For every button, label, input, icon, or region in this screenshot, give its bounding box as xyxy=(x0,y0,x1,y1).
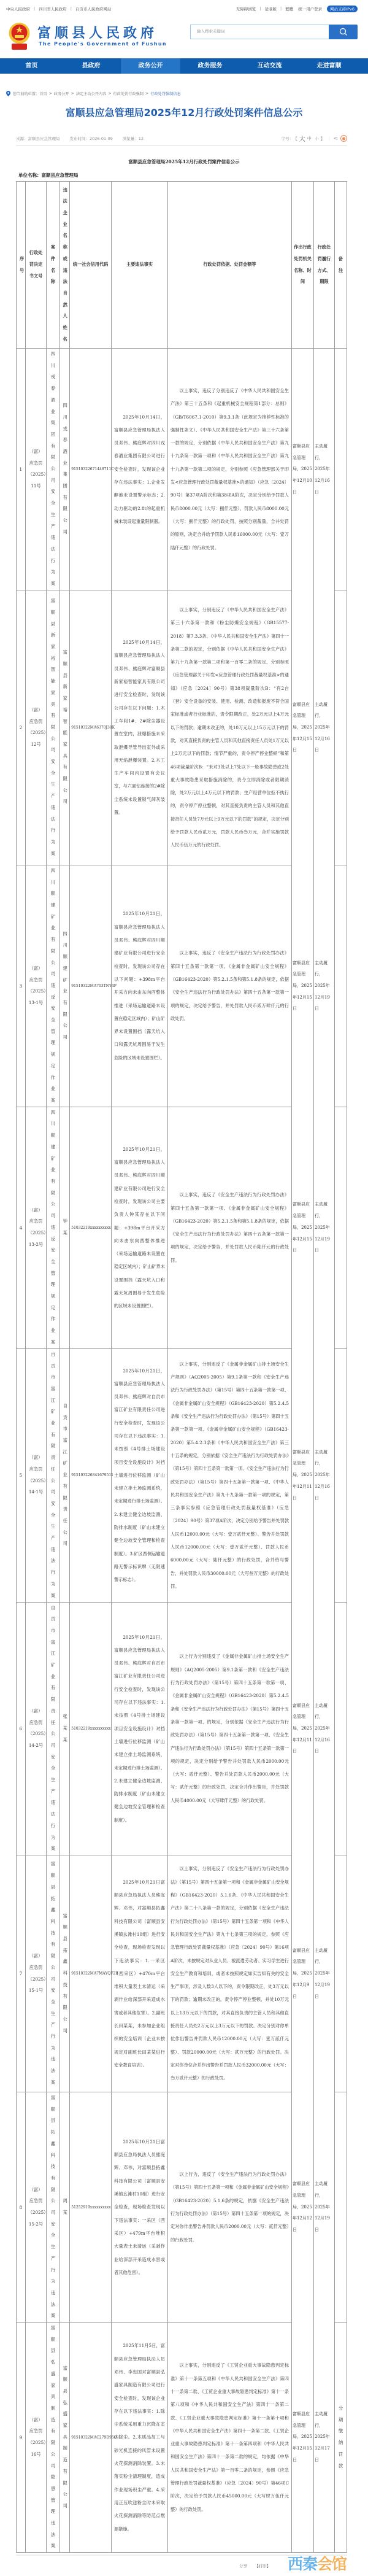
credit-code: 91510322MA6370J38K xyxy=(70,590,112,865)
penalty-basis: 以上行为，违反了《安全生产违法行为行政处罚办法》（第15号）第四十五条第一项和《金属非金属矿山安全规程》（GB16423-2020）5.1.6条的规定，依据《安全生产违法行为行政处罚办法》（第15号）第四十五条第一项的规定，决定对你作出警告并罚款人民币2000.00元（大写：贰仟元整）的行政处罚。 xyxy=(167,2092,291,2323)
header-party: 违法企业名称或违法自然人姓名 xyxy=(59,182,70,349)
header-credit-code: 统一社会信用代码 xyxy=(70,182,112,349)
decision-doc-number: （富）应急罚（2025）16号 xyxy=(25,2323,47,2553)
site-logo-subtitle: The People's Government of Fushun xyxy=(39,41,167,47)
penalty-basis: 以上事实，违反了分别违反了《中华人民共和国安全生产法》第三十五条和《起重机械安全规程第1部分：总则》（GB/T6067.1-2010）第9.3.1条（此规定为推荐性标准的强制性条文）、《中华人民共和国安全生产法》第三十六条第一款的规定，分别依据《中华人民共和国安全生产法》第九十九条第一款第一项和《中华人民共和国安全生产法》第九十九条第一款第二项的规定，分别参照《应急管理部关于印发<应急管理行政处罚裁量权基准>的通知》（应急〔2024〕90号）第37项A阶次和第38项A阶次，决定分别给予罚款人民币8000.00元（大写：捌仟元整）、罚款人民币8000.00元（大写：捌仟元整）的行政处罚，按照分别裁量，合并处罚的原则，决定合并给予罚款人民币16000.00元（大写：壹万陆仟元整）的行政处罚。 xyxy=(167,349,291,590)
site-logo-title[interactable]: 富顺县人民政府 xyxy=(37,25,158,41)
nav-interaction[interactable]: 互动交流 xyxy=(257,63,282,69)
credit-code: 91510322671448711C xyxy=(70,349,112,590)
table-row xyxy=(17,349,347,590)
breadcrumb: 您当前的位置： 首页 > 政务公开 > 法定主动公开内容 > 行政处罚行政强制 > 行政处罚强制信息 xyxy=(6,91,181,96)
nav-home[interactable]: 首页 xyxy=(25,63,38,69)
case-name: 自贡市富江矿业有限责任公司安全生产违法行为案 xyxy=(47,1348,59,1602)
nav-about-fushun[interactable]: 走进富顺 xyxy=(316,63,342,69)
case-name: 四川顺建矿业有限公司违反安全管理规定作业案 xyxy=(47,865,59,1107)
header-doc-no: 行政处罚决定书文号 xyxy=(25,182,47,349)
party-name: 四川戎春酒业集团有限公司 xyxy=(59,349,70,590)
row-number: 2 xyxy=(17,590,26,865)
credit-code: 915103226841679511 xyxy=(70,1348,112,1602)
nav-county-gov[interactable]: 县政府 xyxy=(82,63,101,69)
credit-code: 91510322MA7MAYQF2B xyxy=(70,1855,112,2092)
page-title: 富顺县应急管理局2025年12月行政处罚案件信息公示 xyxy=(65,107,303,118)
breadcrumb-gov-open[interactable]: 政务公开 xyxy=(53,92,69,96)
search-icon xyxy=(339,28,348,36)
nav-gov-affairs-open[interactable]: 政务公开 xyxy=(121,58,180,74)
performance-method: 主动履行，2025年12月16日 xyxy=(313,349,334,590)
remark xyxy=(334,865,347,1107)
header-case-name: 案件名称 xyxy=(47,182,59,349)
main-facts: 2025年10月14日，富顺县应急管理局执法人员邓伟、熊庭辉对四川戎春酒业集团有限公司进行安全检查时，发现该企业存在违法事实：1.企业发酵池未设置警示标志；2.动力驱动的2.8t的起重机械未装设起重量限制器。 xyxy=(111,349,167,590)
link-central-gov[interactable]: 中央人民政府 xyxy=(6,6,30,12)
header-no: 序号 xyxy=(17,182,26,349)
performance-method: 主动履行，2025年12月19日 xyxy=(313,2092,334,2323)
remark xyxy=(334,1602,347,1855)
authority-and-date: 富顺县应急管理局，2025年12月11日 xyxy=(291,1602,313,1855)
penalty-basis: 以上事实，分别违反了《金属非金属矿山排土场安全生产规则》（AQ2005-2005）第9.1条第一款和《安全生产违法行为行政处罚办法》（第15号）第四十五条第一款第一项、《金属非金属矿山安全规程》（GB16423-2020）第5.2.4.5条和《安全生产违法行为行政处罚办法》（第15号）第四十五条第一款第一项、《金属非金属矿山安全规程》（GB16423-2020）第5.4.2.3条和《中华人民共和国安全生产法》第三十五条的规定，分别依据《安全生产违法行为行政处罚办法》（第15号）第四十五条第一款第一项、《安全生产违法行为行政处罚办法》（第15号）第四十五条第一款第一项、《中华人民共和国安全生产法》第九十九条第一款第一项的规定，第三条事实参照《应急管理行政处罚裁量权基准》（应急〔2024〕90号）第37项A阶次，决定分别给予警告并处罚款人民币12000.00元（大写：壹万贰仟元整）、警告并处罚款人民币12000.00元（大写：壹万贰仟元整）、罚款人民币6000.00元（大写：陆仟元整）的行政处罚，合并给与警告，并处罚款人民币30000.00元（大写叁万元整）的行政处罚。 xyxy=(167,1348,291,1602)
decision-doc-number: （富）应急罚（2025）14-1号 xyxy=(25,1348,47,1602)
main-facts: 2025年11月5日，富顺县应急管理局执法人员邓伟、李忠国对富顺县弘盛家具制造有限公司进行安全检查时，发现该企业存在以下违法事实：1.除尘系统采用重力沉降在室内除尘。2.木质品加工与砂光机连接的风管未设置火花探测消除装置。3.未落实粉尘清理制度，造成作业现场积尘严重。4.采用正压吹送粉尘时未采取火花探测消除等防范点燃源措施。 xyxy=(111,2323,167,2553)
case-name: 四川戎春酒业集团有限公司安全生产违法行为案 xyxy=(47,349,59,590)
remark xyxy=(334,590,347,865)
performance-method: 主动履行，2025年12月16日 xyxy=(313,1602,334,1855)
font-size-label: 字号： xyxy=(281,136,294,141)
performance-method: 主动履行，2025年12月19日 xyxy=(313,865,334,1107)
authority-and-date: 富顺县应急管理局，2025年12月9日 xyxy=(291,1855,313,2092)
penalty-basis: 以上事实，违反了《安全生产违法行为行政处罚办法》第四十五条第一款第一项、《金属非金属矿山安全规程》（GB16423-2020）第5.2.1.5条和第5.1.8条的规定，依据《安全生产违法行为行政处罚办法》第四十五条第一款第一项的规定，决定给予警告，并处罚款人民币陆仟元的行政处罚。 xyxy=(167,1107,291,1348)
decision-doc-number: （富）应急罚（2025）11号 xyxy=(25,349,47,590)
main-nav xyxy=(0,58,368,74)
authority-and-date: 富顺县应急管理局，2025年12月12日 xyxy=(291,2092,313,2323)
decision-doc-number: （富）应急罚（2025）13-2号 xyxy=(25,1107,47,1348)
authority-and-date: 富顺县应急管理局，2025年12月10日 xyxy=(291,349,313,590)
authority-and-date: 富顺县应急管理局，2025年12月15日 xyxy=(291,1107,313,1348)
decision-doc-number: （富）应急罚（2025）15-1号 xyxy=(25,1855,47,2092)
row-number: 7 xyxy=(17,1855,26,2092)
party-name: 自贡市富江矿业有限责任公司 xyxy=(59,1348,70,1602)
remark xyxy=(334,1855,347,2092)
table-row xyxy=(17,1348,347,1602)
print-button[interactable]: 【打印】 xyxy=(255,2564,271,2569)
table-row xyxy=(17,1602,347,1855)
case-name: 四川顺建矿业有限公司违反安全管理规定作业案 xyxy=(47,1107,59,1348)
authority-and-date: 富顺县应急管理局，2025年12月15日 xyxy=(291,2323,313,2553)
table-row xyxy=(17,1107,347,1348)
font-size-medium[interactable]: 中 xyxy=(307,136,312,141)
party-name: 四川顺建矿业有限公司 xyxy=(59,865,70,1107)
credit-code: 51032219xxxxxxxxxx xyxy=(70,1602,112,1855)
penalty-basis: 以上事实，分别违反了《工贸企业重大事故隐患判定标准》第十一条第五项和《中华人民共和国安全生产法》第四十一条第二款、《工贸企业重大事故隐患判定标准》第十一条第八项和《中华人民共和国安全生产法》第四十一条第二款、《工贸企业重大事故隐患判定标准》第十一条第十项和《中华人民共和国安全生产法》第四十一条第二款、《工贸企业重大事故隐患判定标准》第十一条第四项和《中华人民共和国安全生产法》第四十一条第二款的规定，均依据《中华人民共和国安全生产法》第一百零二条的规定，参照《应急管理行政处罚裁量权基准》（应急〔2024〕90号）第46项C阶次，决定给予罚款人民币45000.00元（大写肆万伍仟元整）的行政处罚。 xyxy=(167,2323,291,2553)
remark xyxy=(334,1348,347,1602)
breadcrumb-home[interactable]: 首页 xyxy=(39,92,47,96)
table-row xyxy=(17,865,347,1107)
party-name: 张某某 xyxy=(59,1602,70,1855)
article-meta: 来源：富顺县应急管理局 发布时间：2026-01-09 浏览量：12 字号： 【 大 中 小 】 | < xyxy=(16,134,347,143)
credit-code: 91510322MA703TNY4P xyxy=(70,865,112,1107)
table-row xyxy=(17,2323,347,2553)
remark xyxy=(334,1107,347,1348)
row-number: 5 xyxy=(17,1348,26,1602)
main-facts: 2025年10月14日，富顺县应急管理局执法人员邓伟、熊庭辉对富顺县新家裕智能家具有限公司进行安全检查时，发现该公司存在以下问题：1.木工车间1#、2#除尘器设置在室内，泄爆措施未采取泄爆导管导出室外或采用无焰泄爆装置。2.木工生产车间内设置有会议室，与六面钻连接的2#除尘系统未设置锁气卸灰装置。 xyxy=(111,590,167,865)
header-performance: 行政处罚履行方式、期限 xyxy=(313,182,334,349)
case-name: 自贡市富江矿业有限责任公司安全生产违法行为案 xyxy=(47,1602,59,1855)
breadcrumb-penalty[interactable]: 行政处罚行政强制 xyxy=(113,92,144,96)
main-facts: 2025年10月21日富顺县应急局执法人员熊庭辉、邓伟，对富顺县拓鑫科技有限公司（富顺县安溪镇幺滩村10组）进行安全检查，现场检查发现以下违法事实：一采区（西采区）+479m平台堆积大量表土未清运（采剥作业给深部开采造成水害或者其他危害）。 xyxy=(111,2092,167,2323)
header-note: 备注 xyxy=(334,182,347,349)
publish-date: 发布时间：2026-01-09 xyxy=(69,136,113,141)
performance-method: 主动履行，2025年12月17日 xyxy=(313,2323,334,2553)
remark xyxy=(334,2092,347,2323)
font-size-large[interactable]: 大 xyxy=(299,136,305,143)
nav-gov-services[interactable]: 政务服务 xyxy=(197,63,223,69)
party-name: 富顺县新家裕智能家具有限公司 xyxy=(59,590,70,865)
header-authority: 作出行政处罚机关名称、时间 xyxy=(291,182,313,349)
ipv6-badge: 网站支持IPv6 xyxy=(327,6,358,12)
login-link[interactable]: 统一用户登录 xyxy=(298,6,323,12)
penalty-basis: 以上事实，分别违反了《中华人民共和国安全生产法》第三十六条第一款和《粉尘防爆安全规程》（GB15577-2018）第7.3.3条、《中华人民共和国安全生产法》第四十一条第二款的规定，分别依据《中华人民共和国安全生产法》第九十九条第一款第二项和第一百零二条的规定，分别参照《应急管理部关于印发<应急管理行政处罚裁量权基准>的通知》（应急〔2024〕90号）第38项裁量阶次B：“有2台（套）安全设备的安装、使用、检测、改造和报废不符合国家标准或者行业标准的，责令限期改正，处2万元以上4万元以下的罚款；逾期未改正的，处10万元以上15万元以下的罚款，对其直接负责的主管人员和其他直接责任人员处1万元以上2万元以下的罚款；情节严重的，责令停产停业整顿”和第46项裁量阶次B：“未对3处以上7处以下一般事故隐患或2处重大事故隐患采取措施消除的，责令立即消除或者限期消除，处2万元以上4万元以下的罚款；生产经营单位拒不执行的，责令停产停业整顿，对其直接负责的主管人员和其他直接责任人员处7万元以上9万元以下的罚款”的规定，决定分别给予罚款人民币贰万元，罚款人民币叁万元，合并实施罚款人民币伍万元的行政处罚。 xyxy=(167,590,291,865)
row-number: 1 xyxy=(17,349,26,590)
party-name: 富顺县弘盛家具制造有限公司 xyxy=(59,2323,70,2553)
watermark-part-a: 西秦 xyxy=(288,2555,318,2573)
case-name: 富顺县弘盛家具制造有限公司隐患管理违法案 xyxy=(47,2323,59,2553)
main-facts: 2025年10月21日，富顺县应急管理局执法人员邓伟、熊庭辉对自贡市富江矿业有限责任公司进行安全检查时，发现该公司存在以下违法事实：1.未按照《4号排土场建设项目安全设施设计》对挡土墙进行位移监测（矿山未建立排土场监测系统，未定期进行排土场监测）。2.未建立健全边坡监测、防排水制度（矿山未建立健全边坡安全管理和检查制度）。 xyxy=(111,1602,167,1855)
table-row xyxy=(17,590,347,865)
font-size-small[interactable]: 小 xyxy=(315,137,319,141)
case-name: 富顺县拓鑫科技有限公司安全生产行为违法案 xyxy=(47,2092,59,2323)
site-watermark xyxy=(288,2552,347,2574)
link-traditional[interactable]: 繁體 xyxy=(285,6,294,12)
meta-divider xyxy=(16,145,347,146)
main-facts: 2025年10月21日，富顺县应急管理局执法人员邓伟、熊庭辉对自贡市富江矿业有限责任公司进行安全检查时，发现该公司存在以下违法事实：1.未按照《4号排土场建设项目安全设施设计》对挡土墙进行位移监测（矿山未建立排土场监测系统，未定期进行排土场监测）。2.未建立健全边坡监测、防排水制度（矿山未建立健全边坡安全管理和检查制度）。3.矿区西侧运输道路无警示标识牌（无限速警示标志）。 xyxy=(111,1348,167,1602)
header-basis: 行政处罚依据、处罚金额等 xyxy=(167,182,291,349)
authority-and-date: 富顺县应急管理局，2025年12月15日 xyxy=(291,590,313,865)
penalty-table xyxy=(16,181,347,2553)
link-zigong-gov[interactable]: 自贡市人民政府网站 xyxy=(75,6,112,12)
party-name: 周某 xyxy=(59,2092,70,2323)
decision-doc-number: （富）应急罚（2025）13-1号 xyxy=(25,865,47,1107)
row-number: 8 xyxy=(17,2092,26,2323)
decision-doc-number: （富）应急罚（2025）15-2号 xyxy=(25,2092,47,2323)
performance-method: 主动履行，2025年12月16日 xyxy=(313,590,334,865)
row-number: 3 xyxy=(17,865,26,1107)
article-footer xyxy=(239,2563,270,2569)
performance-method: 主动履行，2025年12月19日 xyxy=(313,1107,334,1348)
article-source: 来源：富顺县应急管理局 xyxy=(16,136,60,141)
authority-and-date: 富顺县应急管理局，2025年12月11日 xyxy=(291,1348,313,1602)
row-number: 6 xyxy=(17,1602,26,1855)
penalty-basis: 以上事实，违反了《安全生产违法行为行政处罚办法》第四十五条第一款第一项、《金属非金属矿山安全规程》（GB16423-2020）第5.2.1.5条和第5.1.8条的规定，依据《安全生产违法行为行政处罚办法》第四十五条第一款第一项的规定，决定给予警告，并处罚款人民币贰万肆仟元的行政处罚。 xyxy=(167,865,291,1107)
performance-method: 主动履行，2025年12月16日 xyxy=(313,1348,334,1602)
share-button[interactable]: 分享 xyxy=(239,2564,247,2569)
breadcrumb-current[interactable]: 行政处罚强制信息 xyxy=(150,92,181,96)
table-row xyxy=(17,1855,347,2092)
credit-code: 51032219xxxxxxxxxx xyxy=(70,1107,112,1348)
search-input[interactable]: 输入搜索关键词 xyxy=(190,25,329,39)
weibo-icon[interactable] xyxy=(340,135,347,142)
case-name: 富顺县新家裕智能家具有限公司安全生产违法行为案 xyxy=(47,590,59,865)
penalty-basis: 以上事实，分别违反了《安全生产违法行为行政处罚办法》（第15号）第四十五条第一项和《金属非金属矿山安全规程》（GB16423-2020）5.1.6条、《中华人民共和国安全生产法》第二十八条第一款的规定，分别依据《安全生产违法行为行政处罚办法》（第15号）第四十五条第一项和《中华人民共和国安全生产法》第九十七条第三项的规定，参照《应急管理行政处罚裁量权基准》（应急〔2024〕90号）第16项A阶次，未按规定对从业人员、被派遣劳动者、实习学生进行安全生产教育和培训，或者未按照规定如实告知有关的安全生产事项，涉及人数3人以下的，责令限期改正，处3万元以下的罚款；逾期未改正的，责令停产停业整顿，并处10万元以上13万元以下的罚款，对其直接负责的主管人员和其他直接责任人员处2万元以上3万元以下的罚款。决定分别对你单位作出警告并罚款人民币12000.00元（大写：壹万贰仟元整）、罚款20000.00元（大写：贰万元整）的行政处罚。决定对你单位合并作出警告并罚款人民币32000.00元（大写：叁万贰仟元整）的行政处罚。 xyxy=(167,1855,291,2092)
document-title: 富顺县应急管理局2025年12月行政处罚案件信息公示 xyxy=(128,159,240,164)
decision-doc-number: （富）应急罚（2025）14-2号 xyxy=(25,1602,47,1855)
link-accessibility[interactable]: 无障碍浏览 xyxy=(236,6,256,12)
party-name: 钟某 xyxy=(59,1107,70,1348)
credit-code: 51252919xxxxxxxxxx xyxy=(70,2092,112,2323)
top-bar: 中央人民政府 | 四川省人民政府 | 自贡市人民政府网站 无障碍浏览 | 适老版 | 繁體 统一用户登录 网站支持IPv6 xyxy=(6,5,358,12)
location-pin-icon xyxy=(6,91,10,96)
table-row xyxy=(17,2092,347,2323)
unit-name: 单位名称：富顺县应急管理局 xyxy=(18,172,79,178)
share-icon[interactable]: < xyxy=(333,135,338,142)
authority-and-date: 富顺县应急管理局，2025年12月15日 xyxy=(291,865,313,1107)
row-number: 4 xyxy=(17,1107,26,1348)
header-facts: 主要违法事实 xyxy=(111,182,167,349)
table-header-row xyxy=(17,182,347,349)
credit-code: 91510322MAC279D95Q xyxy=(70,2323,112,2553)
performance-method: 主动履行，2025年12月19日 xyxy=(313,1855,334,2092)
penalty-basis: 以上行为分别违反了《金属非金属矿山排土场安全生产规则》（AQ2005-2005）第9.1条第一款和《安全生产违法行为行政处罚办法》（第15号）第四十五条第一款第一项、《金属非金属矿山安全规程》（GB16423-2020）第5.2.4.5条和《安全生产违法行为行政处罚办法》（第15号）第四十五条第一款第一项、的规定，分别依据《安全生产违法行为行政处罚办法》（第15号）第四十五条第一款第一项、《安全生产违法行为行政处罚办法》（第15号）第四十五条第一款第一项的规定，决定分别给予警告并处罚款人民币2000.00元（大写：贰仟元整）、警告并处罚款人民币2000.00元（大写：贰仟元整）的行政处罚，决定合并作出警告，并处罚款人民币4000.00元（大写肆仟元整）的行政处罚。 xyxy=(167,1602,291,1855)
main-facts: 2025年10月21日，富顺县应急管理局执法人员邓伟、熊庭辉对四川顺建矿业有限公司进行安全检查时，发现该公司主要负责人钟某存在以下问题：+398m平台开采方向未由东向西整体推进（采场运输道路未设置在稳定区域内）；矿山矿界未设置围挡（露天坑入口和露天坑周围易于发生危险的区域未设置围栏）。 xyxy=(111,1107,167,1348)
remark xyxy=(334,349,347,590)
breadcrumb-label: 您当前的位置： xyxy=(13,92,40,96)
decision-doc-number: （富）应急罚（2025）12号 xyxy=(25,590,47,865)
row-number: 9 xyxy=(17,2323,26,2553)
view-count: 浏览量：12 xyxy=(122,136,144,141)
watermark-part-b: 会馆 xyxy=(317,2555,347,2573)
link-elderly-mode[interactable]: 适老版 xyxy=(264,6,277,12)
main-facts: 2025年10月21日，富顺县应急管理局执法人员邓伟、熊庭辉对四川顺建矿业有限公司进行安全检查时，发现该公司存在以下问题：+398m平台开采方向未由东向西整体推进（采场运输道路未设置在稳定区域内）；矿山矿界未设置围挡（露天坑入口和露天坑周围易于发生危险的区域未设置围栏）。 xyxy=(111,865,167,1107)
national-emblem-icon xyxy=(8,21,31,51)
main-facts: 2025年10月21日富顺县应急局执法人员熊庭辉、邓伟，对富顺县拓鑫科技有限公司（富顺县安溪镇幺滩村10组）进行安全检查，现场检查发现以下违法事实：1.一采区（西采区）+470m平台堆积大量表土未清运（采剥作业给深部开采造成水害或者其他危害）。2.副班长田某某，未参加企业组织的安全培训（企业未按规定对副班长田某某进行安全教育培训）。 xyxy=(111,1855,167,2092)
link-sichuan-gov[interactable]: 四川省人民政府 xyxy=(39,6,67,12)
search-button[interactable] xyxy=(329,25,358,39)
case-name: 富顺县拓鑫科技有限公司安全生产行为违法案 xyxy=(47,1855,59,2092)
breadcrumb-statutory[interactable]: 法定主动公开内容 xyxy=(75,92,107,96)
remark: 分期缴纳罚款 xyxy=(334,2323,347,2553)
party-name: 富顺县拓鑫科技有限公司 xyxy=(59,1855,70,2092)
